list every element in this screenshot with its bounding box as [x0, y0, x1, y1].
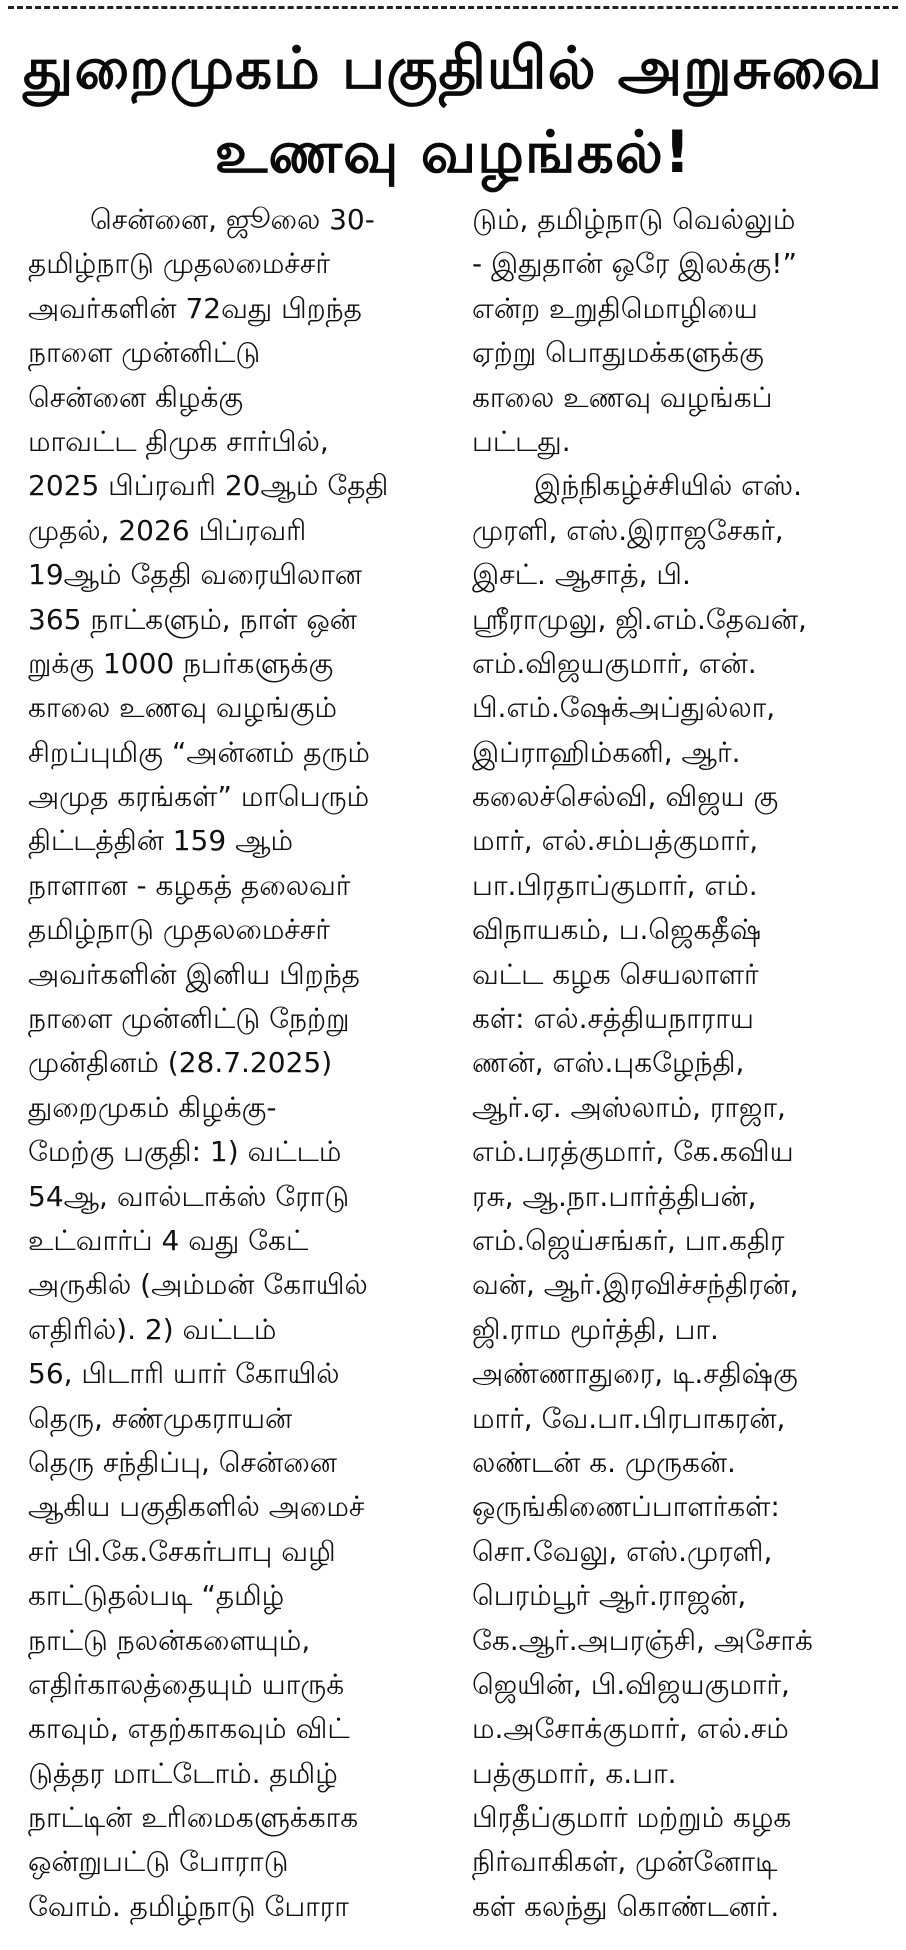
article-text-line: எம்.ஜெய்சங்கர், பா.கதிர [472, 1223, 785, 1257]
article-text-line: உட்வார்ப் 4 வது கேட் [28, 1223, 309, 1257]
article-text-line: முதல், 2026 பிப்ரவரி [28, 513, 307, 547]
article-text-line: அண்ணாதுரை, டி.சதிஷ்கு [472, 1357, 798, 1391]
article-text-line: இசட். ஆசாத், பி. [472, 558, 691, 592]
article-text-line: ரசு, ஆ.நா.பார்த்திபன், [472, 1179, 757, 1213]
article-text-line: ஆகிய பகுதிகளில் அமைச் [28, 1490, 365, 1524]
article-text-line: தெரு, சண்முகராயன் [28, 1401, 293, 1435]
article-text-line: காவும், எதற்காகவும் விட் [28, 1712, 350, 1746]
article-text-line: ஸ்ரீராமுலு, ஜி.எம்.தேவன், [472, 602, 807, 636]
article-text-line: ஒன்றுபட்டு போராடு [28, 1845, 289, 1879]
article-text-line: வட்ட கழக செயலாளர் [472, 957, 759, 991]
headline [0, 26, 906, 194]
article-text-line: கே.ஆர்.அபரஞ்சி, அசோக் [472, 1623, 813, 1657]
article-text-line: சென்னை கிழக்கு [28, 380, 244, 414]
article-text-line: மாவட்ட திமுக சார்பில், [28, 424, 329, 458]
article-text-line: 365 நாட்களும், நாள் ஒன் [28, 602, 357, 636]
article-text-line: முன்தினம் (28.7.2025) [28, 1046, 333, 1080]
article-text-line: ஒருங்கிணைப்பாளர்கள்: [472, 1490, 780, 1524]
headline-line-2: உணவு வழங்கல்! [214, 118, 692, 186]
article-text-line: நாளான - கழகத் தலைவர் [28, 868, 351, 902]
article-text-line: 19ஆம் தேதி வரையிலான [28, 558, 362, 592]
article-text-line: வன், ஆர்.இரவிச்சந்திரன், [472, 1268, 799, 1302]
article-text-line: சென்னை, ஜூலை 30- [90, 203, 375, 236]
article-text-line: நாட்டு நலன்களையும், [28, 1623, 311, 1657]
article-text-line: 2025 பிப்ரவரி 20ஆம் தேதி [28, 469, 389, 503]
article-text-line: ஜி.ராம மூர்த்தி, பா. [472, 1312, 719, 1346]
article-text-line: அமுத கரங்கள்” மாபெரும் [28, 780, 370, 814]
article-text-line: பா.பிரதாப்குமார், எம். [472, 868, 758, 902]
article-text-line: முரளி, எஸ்.இராஜசேகர், [472, 513, 784, 547]
article-text-line: சிறப்புமிகு “அன்னம் தரும் [28, 735, 370, 769]
article-text-line: காட்டுதல்படி “தமிழ் [28, 1579, 285, 1613]
article-text-line: நிர்வாகிகள், முன்னோடி [472, 1845, 778, 1879]
article-right-column [472, 198, 904, 1929]
article-left-column [28, 198, 460, 1929]
article-text-line: பிரதீப்குமார் மற்றும் கழக [472, 1801, 792, 1835]
article-text-line: பெரம்பூர் ஆர்.ராஜன், [472, 1579, 747, 1613]
article-text-line: டும், தமிழ்நாடு வெல்லும் [472, 203, 796, 236]
article-text-line: இந்நிகழ்ச்சியில் எஸ். [534, 469, 802, 503]
article-text-line: நாட்டின் உரிமைகளுக்காக [28, 1801, 359, 1835]
article-text-line: கள்: எல்.சத்தியநாராய [472, 1002, 754, 1036]
article-text-line: தெரு சந்திப்பு, சென்னை [28, 1445, 337, 1479]
article-text-line: காலை உணவு வழங்கப் [472, 380, 773, 414]
article-text-line: ஜெயின், பி.விஜயகுமார், [472, 1667, 790, 1701]
article-text-line: சொ.வேலு, எஸ்.முரளி, [472, 1534, 773, 1568]
article-text-line: 54ஆ, வால்டாக்ஸ் ரோடு [28, 1179, 350, 1213]
article-text-line: ணன், எஸ்.புகழேந்தி, [472, 1046, 745, 1080]
article-text-line: நாளை முன்னிட்டு [28, 336, 261, 370]
article-text-line: எம்.பரத்குமார், கே.கவிய [472, 1135, 794, 1169]
article-text-line: காலை உணவு வழங்கும் [28, 691, 338, 725]
article-text-line: திட்டத்தின் 159 ஆம் [28, 824, 294, 858]
article-text-line: சர் பி.கே.சேகர்பாபு வழி [28, 1534, 336, 1568]
article-text-line: என்ற உறுதிமொழியை [472, 291, 758, 325]
article-text-line: - இதுதான் ஒரே இலக்கு!” [472, 247, 797, 281]
top-dashed-rule [8, 6, 898, 9]
article-text-line: மார், எல்.சம்பத்குமார், [472, 824, 759, 858]
article-text-line: ஏற்று பொதுமக்களுக்கு [472, 336, 764, 370]
article-text-line: அருகில் (அம்மன் கோயில் [28, 1268, 368, 1302]
headline-line-1: துறைமுகம் பகுதியில் அறுசுவை [23, 34, 883, 102]
article-text-line: ம.அசோக்குமார், எல்.சம் [472, 1712, 789, 1746]
article-text-line: அவர்களின் 72வது பிறந்த [28, 291, 362, 325]
article-text-line: எதிரில்). 2) வட்டம் [28, 1312, 277, 1346]
article-text-line: விநாயகம், ப.ஜெகதீஷ் [472, 913, 762, 947]
article-text-line: டுத்தர மாட்டோம். தமிழ் [28, 1756, 338, 1790]
article-text-line: கலைச்செல்வி, விஜய கு [472, 780, 779, 814]
article-text-line: நாளை முன்னிட்டு நேற்று [28, 1002, 350, 1036]
article-text-line: பத்குமார், க.பா. [472, 1756, 677, 1790]
article-text-line: வோம். தமிழ்நாடு போரா [28, 1889, 349, 1923]
article-text-line: அவர்களின் இனிய பிறந்த [28, 957, 360, 991]
article-text-line: மேற்கு பகுதி: 1) வட்டம் [28, 1135, 342, 1169]
article-text-line: தமிழ்நாடு முதலமைச்சர் [28, 913, 331, 947]
article-text-line: மார், வே.பா.பிரபாகரன், [472, 1401, 786, 1435]
article-text-line: இப்ராஹிம்கனி, ஆர். [472, 735, 741, 769]
article-text-line: எம்.விஜயகுமார், என். [472, 646, 757, 680]
article-text-line: பட்டது. [472, 424, 571, 458]
article-text-line: லண்டன் க. முருகன். [472, 1445, 736, 1479]
article-text-line: றுக்கு 1000 நபர்களுக்கு [28, 646, 334, 680]
article-text-line: கள் கலந்து கொண்டனர். [472, 1889, 780, 1923]
article-text-line: ஆர்.ஏ. அஸ்லாம், ராஜா, [472, 1090, 786, 1124]
article-text-line: துறைமுகம் கிழக்கு- [28, 1090, 277, 1124]
article-text-line: 56, பிடாரி யார் கோயில் [28, 1357, 340, 1391]
article-text-line: எதிர்காலத்தையும் யாருக் [28, 1667, 345, 1701]
article-text-line: தமிழ்நாடு முதலமைச்சர் [28, 247, 331, 281]
article-text-line: பி.எம்.ஷேக்அப்துல்லா, [472, 691, 776, 725]
